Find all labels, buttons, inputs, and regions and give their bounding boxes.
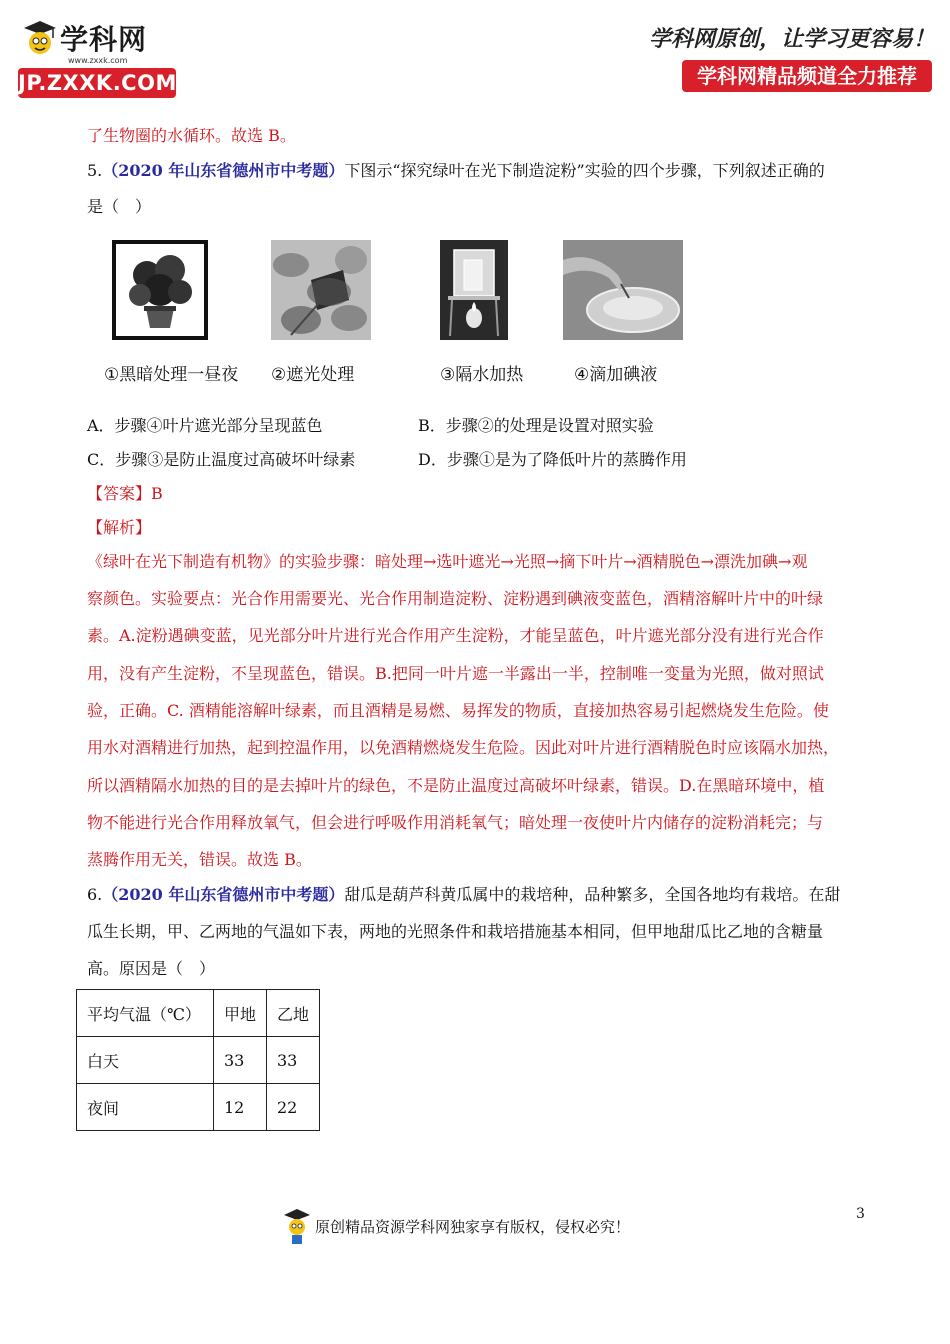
q6-stem-line1: 甜瓜是葫芦科黄瓜属中的栽培种，品种繁多，全国各地均有栽培。在甜 [344,885,841,904]
logo-text: 学科网 [60,23,148,56]
q5-stem-line2: 是（ ） [87,197,152,216]
table-cell: 白天 [77,1037,214,1084]
q5-option-a[interactable]: A．步骤④叶片遮光部分呈现蓝色 [87,416,323,435]
table-cell: 夜间 [77,1084,214,1131]
analysis-line: 察颜色。实验要点：光合作用需要光、光合作用制造淀粉、淀粉遇到碘液变蓝色，酒精溶解叶片中的叶绿 [87,589,824,608]
prev-answer-tail: 了生物圈的水循环。故选 B。 [87,126,296,145]
q5-option-d[interactable]: D．步骤①是为了降低叶片的蒸腾作用 [418,450,687,469]
q6-stem-line3: 高。原因是（ ） [87,959,216,978]
table-header-cell: 平均气温（℃） [77,990,214,1037]
mascot-icon [20,18,60,58]
header-slogan: 学科网原创，让学习更容易！ [648,26,935,52]
page-number: 3 [856,1206,865,1222]
table-cell: 12 [214,1084,267,1131]
q5-stem [87,160,825,182]
step3-caption: ③隔水加热 [440,365,524,385]
q5-stem-line1: 下图示“探究绿叶在光下制造淀粉”实验的四个步骤，下列叙述正确的 [344,161,825,180]
site-logo[interactable] [18,12,183,98]
q5-answer: 【答案】B [87,484,163,503]
analysis-line: 用水对酒精进行加热，起到控温作用，以免酒精燃烧发生危险。因此对叶片进行酒精脱色时应该隔水加热， [87,738,840,757]
logo-small-url: www.zxxk.com [68,56,128,65]
temperature-table [76,989,320,1131]
iodine-dropping-image [563,240,683,340]
q6-number: 6. [87,885,103,904]
analysis-line: 物不能进行光合作用释放氧气，但会进行呼吸作用消耗氧气；暗处理一夜使叶片内储存的淀粉消耗完；与 [87,813,824,832]
mascot-icon [282,1207,312,1247]
q5-option-c[interactable]: C．步骤③是防止温度过高破坏叶绿素 [87,450,356,469]
table-header-row [77,990,320,1037]
q5-option-b[interactable]: B．步骤②的处理是设置对照实验 [418,416,654,435]
q5-source: （2020 年山东省德州市中考题） [102,161,345,180]
leaf-shading-image [271,240,371,340]
q6-stem-line2: 瓜生长期，甲、乙两地的气温如下表，两地的光照条件和栽培措施基本相同，但甲地甜瓜比乙地的含糖量 [87,922,824,941]
step2-caption: ②遮光处理 [271,365,355,385]
q5-analysis-label: 【解析】 [87,518,152,537]
table-header-cell: 甲地 [214,990,267,1037]
analysis-line: 蒸腾作用无关，错误。故选 B。 [87,850,312,869]
table-cell: 22 [267,1084,320,1131]
footer-copyright: 原创精品资源学科网独家享有版权，侵权必究！ [315,1218,631,1236]
analysis-line: 素。A.淀粉遇碘变蓝，见光部分叶片进行光合作用产生淀粉，才能呈蓝色，叶片遮光部分没有进行光合作 [87,626,824,645]
table-header-cell: 乙地 [267,990,320,1037]
table-row [77,1084,320,1131]
analysis-line: 验，正确。C. 酒精能溶解叶绿素，而且酒精是易燃、易挥发的物质，直接加热容易引起燃烧发生危险。使 [87,701,829,720]
analysis-line: 用，没有产生淀粉，不呈现蓝色，错误。B.把同一叶片遮一半露出一半，控制唯一变量为光照，做对照试 [87,664,824,683]
logo-url-badge[interactable]: JP.ZXXK.COM [18,68,176,98]
q6-stem [87,884,840,906]
q6-source: （2020 年山东省德州市中考题） [102,885,345,904]
table-row [77,1037,320,1084]
dark-treatment-plant-image [112,240,208,340]
table-cell: 33 [214,1037,267,1084]
analysis-line: 所以酒精隔水加热的目的是去掉叶片的绿色，不是防止温度过高破坏叶绿素，错误。D.在黑暗环境中，植 [87,776,825,795]
recommend-banner[interactable]: 学科网精品频道全力推荐 [682,60,932,92]
q5-number: 5. [87,161,103,180]
table-cell: 33 [267,1037,320,1084]
step4-caption: ④滴加碘液 [574,365,658,385]
water-bath-heating-image [440,240,508,340]
analysis-line: 《绿叶在光下制造有机物》的实验步骤：暗处理→选叶遮光→光照→摘下叶片→酒精脱色→漂洗加碘→观 [87,552,808,571]
step1-caption: ①黑暗处理一昼夜 [104,365,239,385]
